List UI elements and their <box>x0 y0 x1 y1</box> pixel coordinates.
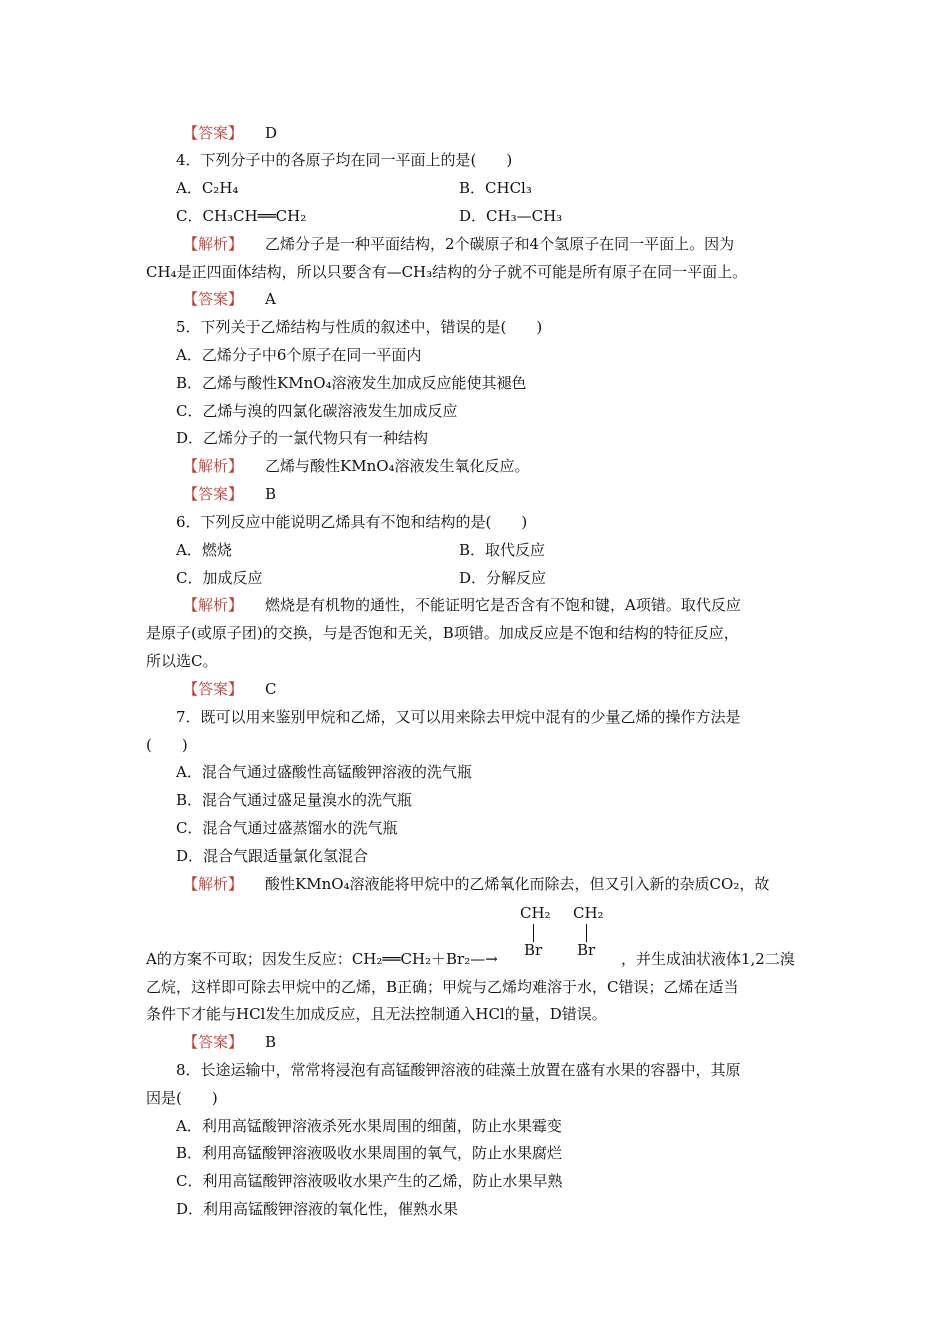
answer-line <box>183 679 277 699</box>
answer-value: B <box>265 485 277 503</box>
bond-line-left <box>533 924 534 942</box>
explanation-tag: 【解析】 <box>183 875 244 893</box>
answer-tag: 【答案】 <box>183 124 244 142</box>
explanation-line <box>183 874 769 894</box>
explanation-text: 是原子(或原子团)的交换，与是否饱和无关，B项错。加成反应是不饱和结构的特征反应， <box>146 624 739 642</box>
answer-tag: 【答案】 <box>183 485 244 503</box>
answer-line <box>183 123 277 143</box>
option-d: D．分解反应 <box>459 569 547 587</box>
option-a: A．利用高锰酸钾溶液杀死水果周围的细菌，防止水果霉变 <box>176 1117 562 1135</box>
answer-tag: 【答案】 <box>183 680 244 698</box>
answer-line <box>183 289 276 309</box>
option-c: C．利用高锰酸钾溶液吸收水果产生的乙烯，防止水果早熟 <box>176 1172 563 1190</box>
option-b: B．利用高锰酸钾溶液吸收水果周围的氧气，防止水果腐烂 <box>176 1144 563 1162</box>
option-a: A．混合气通过盛酸性高锰酸钾溶液的洗气瓶 <box>176 763 472 781</box>
option-a: A．C₂H₄ <box>176 179 239 197</box>
option-b: B．混合气通过盛足量溴水的洗气瓶 <box>176 791 413 809</box>
option-c: C．CH₃CH══CH₂ <box>176 207 307 225</box>
explanation-tag: 【解析】 <box>183 235 244 253</box>
structural-formula <box>520 902 610 962</box>
explanation-line <box>183 456 530 476</box>
answer-value: B <box>265 1033 277 1051</box>
question-stem: 8．长途运输中，常常将浸泡有高锰酸钾溶液的硅藻土放置在盛有水果的容器中，其原 <box>176 1061 741 1079</box>
answer-value: C <box>265 680 277 698</box>
explanation-text: ，并生成油状液体1,2二溴 <box>621 950 795 968</box>
option-d: D．CH₃—CH₃ <box>459 207 563 225</box>
option-d: D．混合气跟适量氯化氢混合 <box>176 847 369 865</box>
explanation-text: 乙烷，这样即可除去甲烷中的乙烯，B正确；甲烷与乙烯均难溶于水，C错误；乙烯在适当 <box>146 978 739 996</box>
explanation-line <box>183 234 734 254</box>
explanation-line <box>183 595 741 615</box>
option-c: C．乙烯与溴的四氯化碳溶液发生加成反应 <box>176 402 458 420</box>
answer-line <box>183 484 276 504</box>
formula-ch2-right: CH₂ <box>573 904 604 922</box>
answer-value: A <box>265 290 276 308</box>
answer-tag: 【答案】 <box>183 1033 244 1051</box>
formula-ch2-left: CH₂ <box>520 904 551 922</box>
answer-tag: 【答案】 <box>183 290 244 308</box>
answer-line <box>183 1032 276 1052</box>
explanation-text: 所以选C。 <box>146 652 218 670</box>
explanation-tag: 【解析】 <box>183 596 244 614</box>
explanation-text: 乙烯与酸性KMnO₄溶液发生氧化反应。 <box>265 457 530 475</box>
option-d: D．利用高锰酸钾溶液的氧化性，催熟水果 <box>176 1200 459 1218</box>
explanation-tag: 【解析】 <box>183 457 244 475</box>
explanation-text: A的方案不可取；因发生反应：CH₂══CH₂＋Br₂—→ <box>146 950 498 968</box>
formula-br-right: Br <box>577 941 596 959</box>
answer-value: D <box>265 124 278 142</box>
bond-line-right <box>586 924 587 942</box>
option-d: D．乙烯分子的一氯代物只有一种结构 <box>176 429 429 447</box>
question-stem: 5．下列关于乙烯结构与性质的叙述中，错误的是( ) <box>176 318 543 336</box>
option-b: B．取代反应 <box>459 541 546 559</box>
option-b: B．乙烯与酸性KMnO₄溶液发生加成反应能使其褪色 <box>176 374 527 392</box>
question-stem: 4．下列分子中的各原子均在同一平面上的是( ) <box>176 151 513 169</box>
explanation-text: 乙烯分子是一种平面结构，2个碳原子和4个氢原子在同一平面上。因为 <box>265 235 735 253</box>
question-stem-cont: ( ) <box>146 736 188 754</box>
option-c: C．加成反应 <box>176 569 263 587</box>
option-c: C．混合气通过盛蒸馏水的洗气瓶 <box>176 819 398 837</box>
question-stem: 7．既可以用来鉴别甲烷和乙烯，又可以用来除去甲烷中混有的少量乙烯的操作方法是 <box>176 708 741 726</box>
explanation-text: 条件下才能与HCl发生加成反应，且无法控制通入HCl的量，D错误。 <box>146 1005 607 1023</box>
formula-br-left: Br <box>524 941 543 959</box>
option-b: B．CHCl₃ <box>459 179 532 197</box>
question-stem-cont: 因是( ) <box>146 1089 218 1107</box>
explanation-text: CH₄是正四面体结构，所以只要含有—CH₃结构的分子就不可能是所有原子在同一平面上。 <box>146 263 748 281</box>
explanation-text: 燃烧是有机物的通性，不能证明它是否含有不饱和键，A项错。取代反应 <box>265 596 741 614</box>
option-a: A．燃烧 <box>176 541 232 559</box>
option-a: A．乙烯分子中6个原子在同一平面内 <box>176 346 422 364</box>
explanation-text: 酸性KMnO₄溶液能将甲烷中的乙烯氧化而除去，但又引入新的杂质CO₂，故 <box>265 875 770 893</box>
question-stem: 6．下列反应中能说明乙烯具有不饱和结构的是( ) <box>176 513 528 531</box>
